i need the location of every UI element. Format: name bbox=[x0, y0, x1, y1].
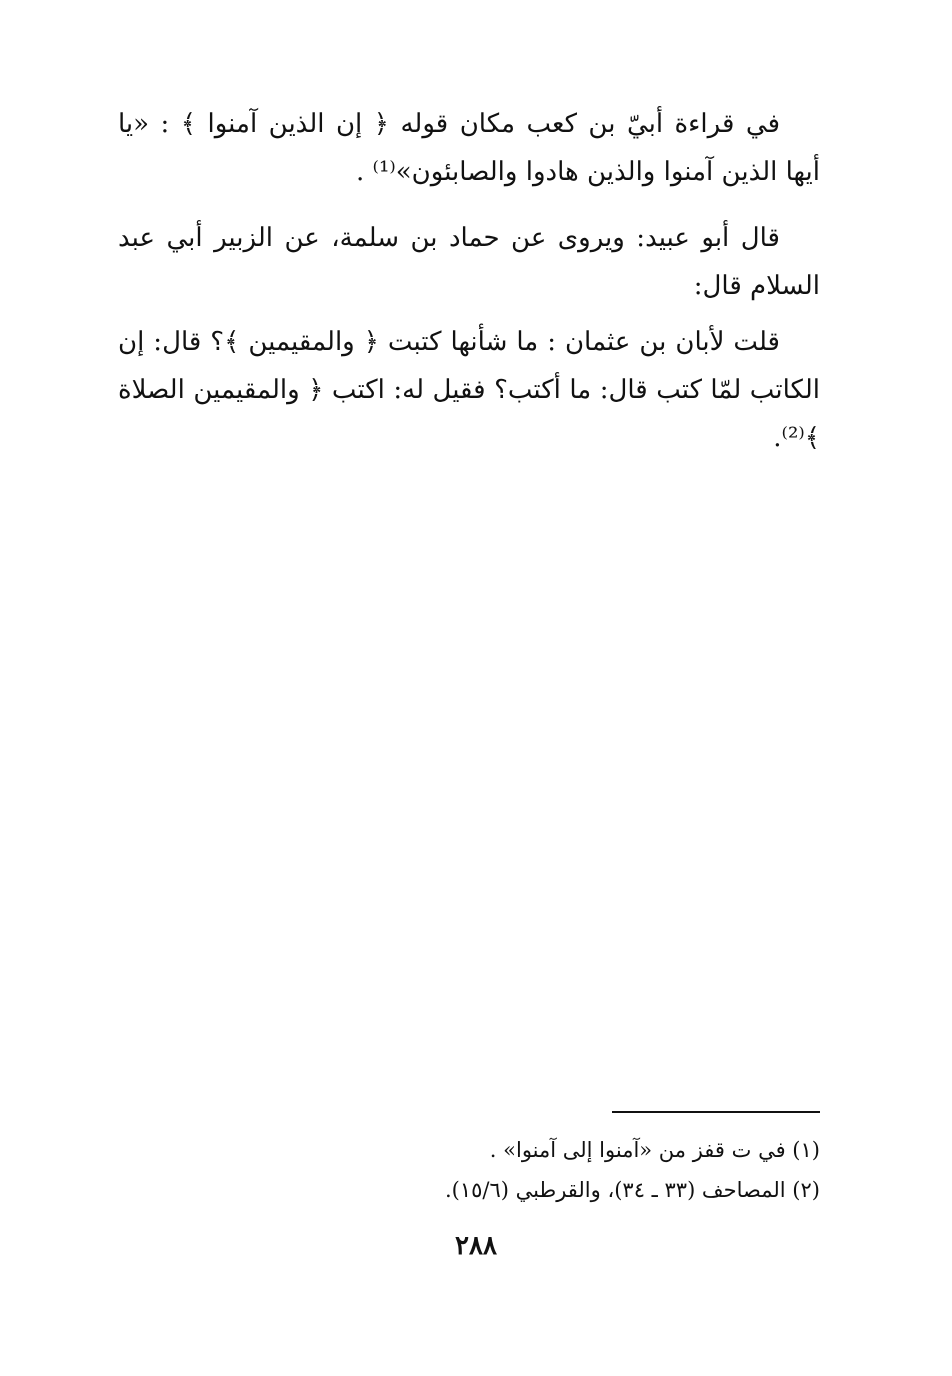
footnote-2: (٢) المصاحف (٣٣ ـ ٣٤)، والقرطبي (١٥/٦). bbox=[444, 1178, 820, 1202]
page-number: ٢٨٨ bbox=[455, 1231, 497, 1261]
paragraph-2: قال أبو عبيد: ويروى عن حماد بن سلمة، عن الزبير أبي عبد السلام قال: bbox=[118, 223, 820, 301]
paragraph-3: قلت لأبان بن عثمان : ما شأنها كتبت ﴿ والمقيمين ﴾؟ قال: إن الكاتب لمّا كتب قال: ما أكتب؟ فقيل له: اكتب ﴿ والمقيمين الصلاة ﴾⁽²⁾. bbox=[118, 327, 820, 453]
footnotes bbox=[300, 1130, 820, 1210]
footnote-separator bbox=[612, 1111, 820, 1113]
footnote-1: (١) في ت قفز من «آمنوا إلى آمنوا» . bbox=[489, 1138, 820, 1162]
paragraph-1: في قراءة أبيّ بن كعب مكان قوله ﴿ إن الذين آمنوا ﴾ : «يا أيها الذين آمنوا والذين هادوا والصابئون»⁽¹⁾ . bbox=[118, 109, 820, 187]
main-text bbox=[118, 100, 820, 480]
